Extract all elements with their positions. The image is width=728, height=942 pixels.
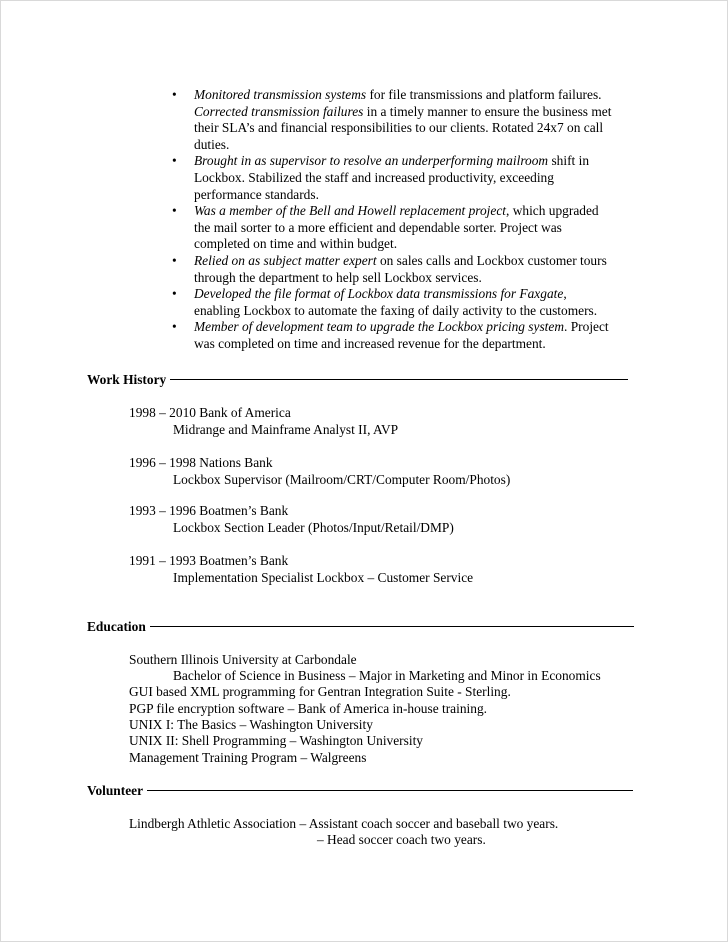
work-history-heading: Work History [87, 372, 167, 387]
accomplishment-line [194, 336, 651, 353]
bullet-icon: • [172, 319, 177, 335]
accomplishment-line [194, 137, 651, 154]
volunteer-line: – Head soccer coach two years. [317, 832, 486, 847]
accomplishment-line [194, 187, 651, 204]
education-item: PGP file encryption software – Bank of America in-house training. [129, 701, 487, 716]
accomplishment-text: was completed on time and increased revenue for the department. [194, 335, 546, 351]
accomplishment-item [171, 153, 651, 203]
education-school: Southern Illinois University at Carbondale [129, 652, 357, 667]
work-entry-dates: 1998 – 2010 Bank of America [129, 405, 291, 420]
volunteer-line: Lindbergh Athletic Association – Assistant coach soccer and baseball two years. [129, 816, 559, 831]
accomplishment-emphasis: Relied on as subject matter expert [194, 252, 377, 268]
accomplishment-line [194, 104, 651, 121]
bullet-icon: • [172, 286, 177, 302]
work-entry-role: Lockbox Section Leader (Photos/Input/Retail/DMP) [173, 520, 454, 535]
accomplishments-list [171, 87, 651, 353]
accomplishment-text: for file transmissions and platform failures. [366, 87, 602, 102]
work-entry-role: Implementation Specialist Lockbox – Customer Service [173, 570, 474, 585]
accomplishment-line [194, 253, 651, 270]
work-entry-dates: 1996 – 1998 Nations Bank [129, 455, 273, 470]
bullet-icon: • [172, 252, 177, 268]
accomplishment-emphasis: Was a member of the Bell and Howell replacement project [194, 203, 507, 219]
education-degree: Bachelor of Science in Business – Major in Marketing and Minor in Economics [173, 668, 601, 683]
work-entry-role: Lockbox Supervisor (Mailroom/CRT/Computer Room/Photos) [173, 472, 511, 487]
accomplishment-line [194, 153, 651, 170]
education-item: Management Training Program – Walgreens [129, 750, 367, 765]
accomplishment-text: through the department to help sell Lockbox services. [194, 269, 482, 285]
accomplishment-emphasis: Monitored transmission systems [194, 87, 367, 102]
accomplishment-text: , [563, 286, 567, 302]
education-item: UNIX I: The Basics – Washington University [129, 717, 373, 732]
accomplishment-line [194, 303, 651, 320]
accomplishment-emphasis: Corrected transmission failures [194, 103, 364, 119]
accomplishment-line [194, 170, 651, 187]
accomplishment-text: in a timely manner to ensure the business met [363, 103, 612, 119]
education-item: GUI based XML programming for Gentran Integration Suite - Sterling. [129, 684, 511, 699]
accomplishment-text: on sales calls and Lockbox customer tours [376, 252, 607, 268]
accomplishment-text: completed on time and within budget. [194, 236, 398, 252]
accomplishment-text: the mail sorter to a more efficient and dependable sorter. Project was [194, 219, 562, 235]
volunteer-rule [147, 790, 633, 791]
education-heading-row [87, 619, 634, 636]
accomplishment-item [171, 203, 651, 253]
volunteer-heading: Volunteer [87, 783, 144, 798]
work-history-rule [170, 379, 628, 380]
accomplishment-text: performance standards. [194, 186, 319, 202]
accomplishment-text: shift in [548, 153, 590, 169]
accomplishment-line [194, 236, 651, 253]
accomplishment-item [171, 87, 651, 153]
work-entry-role: Midrange and Mainframe Analyst II, AVP [173, 422, 399, 437]
accomplishment-text: enabling Lockbox to automate the faxing of daily activity to the customers. [194, 302, 598, 318]
accomplishment-text: duties. [194, 136, 230, 152]
bullet-icon: • [172, 153, 177, 169]
education-rule [150, 626, 634, 627]
accomplishment-line [194, 87, 651, 104]
accomplishment-emphasis: Member of development team to upgrade the Lockbox pricing system [194, 319, 565, 335]
accomplishment-text: their SLA’s and financial responsibilities to our clients. Rotated 24x7 on call [194, 120, 604, 136]
work-entry-dates: 1991 – 1993 Boatmen’s Bank [129, 553, 289, 568]
accomplishment-item [171, 319, 651, 352]
accomplishment-text: . Project [564, 319, 609, 335]
education-item: UNIX II: Shell Programming – Washington University [129, 733, 423, 748]
accomplishment-item [171, 286, 651, 319]
volunteer-heading-row [87, 783, 633, 800]
work-history-heading-row [87, 372, 628, 389]
work-entry-dates: 1993 – 1996 Boatmen’s Bank [129, 503, 289, 518]
accomplishment-line [194, 203, 651, 220]
accomplishment-line [194, 319, 651, 336]
bullet-icon: • [172, 87, 177, 102]
accomplishment-text: , which upgraded [506, 203, 599, 219]
accomplishment-item [171, 253, 651, 286]
accomplishment-line [194, 220, 651, 237]
accomplishment-line [194, 120, 651, 137]
accomplishment-line [194, 286, 651, 303]
accomplishment-emphasis: Brought in as supervisor to resolve an underperforming mailroom [194, 153, 549, 169]
education-heading: Education [87, 619, 146, 634]
bullet-icon: • [172, 203, 177, 219]
accomplishment-emphasis: Developed the file format of Lockbox data transmissions for Faxgate [194, 286, 564, 302]
accomplishment-line [194, 270, 651, 287]
accomplishment-text: Lockbox. Stabilized the staff and increased productivity, exceeding [194, 169, 554, 185]
